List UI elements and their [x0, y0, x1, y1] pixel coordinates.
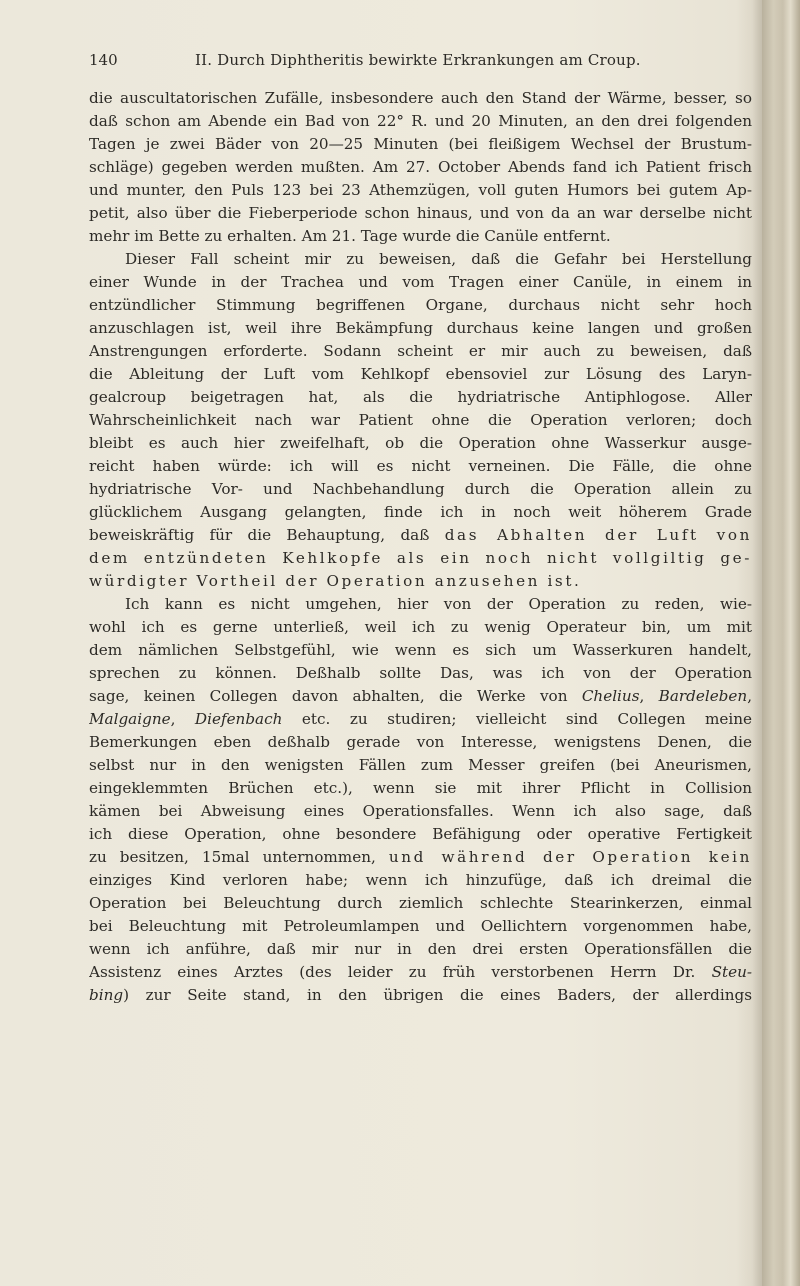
- text-run: gealcroup beigetragen hat, als die hydriatrische Antiphlogose. Aller: [89, 388, 752, 406]
- spaced-emphasis: dem entzündeten Kehlkopfe als ein noch nicht vollgiltig ge-: [89, 549, 752, 567]
- text-line: [89, 317, 752, 340]
- text-line: [89, 800, 752, 823]
- text-run: daß schon am Abende ein Bad von 22° R. und 20 Minuten, an den drei folgenden: [89, 112, 752, 130]
- body-text: [89, 87, 752, 1007]
- text-run: Bemerkungen eben deßhalb gerade von Interesse, wenigstens Denen, die: [89, 733, 752, 751]
- text-run: sage, keinen Collegen davon abhalten, die Werke von: [89, 687, 582, 705]
- text-run: Wahrscheinlichkeit nach war Patient ohne die Operation verloren; doch: [89, 411, 752, 429]
- text-run: schläge) gegeben werden mußten. Am 27. October Abends fand ich Patient frisch: [89, 158, 752, 176]
- text-run: ,: [747, 687, 752, 705]
- text-run: Anstrengungen erforderte. Sodann scheint er mir auch zu beweisen, daß: [89, 342, 752, 360]
- text-run: bleibt es auch hier zweifelhaft, ob die Operation ohne Wasserkur ausge-: [89, 434, 752, 452]
- text-run: hydriatrische Vor- und Nachbehandlung durch die Operation allein zu: [89, 480, 752, 498]
- text-run: ,: [639, 687, 659, 705]
- text-run: ) zur Seite stand, in den übrigen die eines Baders, der allerdings: [123, 986, 752, 1004]
- text-run: die Ableitung der Luft vom Kehlkopf ebensoviel zur Lösung des Laryn-: [89, 365, 752, 383]
- text-run: Dieser Fall scheint mir zu beweisen, daß die Gefahr bei Herstellung: [125, 250, 752, 268]
- text-line: [89, 455, 752, 478]
- text-line: [89, 133, 752, 156]
- text-run: wenn ich anführe, daß mir nur in den drei ersten Operationsfällen die: [89, 940, 752, 958]
- text-run: und munter, den Puls 123 bei 23 Athemzügen, voll guten Humors bei gutem Ap-: [89, 181, 752, 199]
- text-run: Operation bei Beleuchtung durch ziemlich schlechte Stearinkerzen, einmal: [89, 894, 752, 912]
- text-line: [89, 570, 752, 593]
- text-run: sprechen zu können. Deßhalb sollte Das, was ich von der Operation: [89, 664, 752, 682]
- text-run: eingeklemmten Brüchen etc.), wenn sie mit ihrer Pflicht in Collision: [89, 779, 752, 797]
- text-run: anzuschlagen ist, weil ihre Bekämpfung durchaus keine langen und großen: [89, 319, 752, 337]
- text-line: [89, 386, 752, 409]
- text-line: [89, 501, 752, 524]
- running-head: II. Durch Diphtheritis bewirkte Erkrankungen am Croup.: [195, 51, 641, 69]
- text-line: [89, 823, 752, 846]
- text-run: Ich kann es nicht umgehen, hier von der Operation zu reden, wie-: [125, 595, 752, 613]
- text-line: [89, 938, 752, 961]
- text-line: [89, 961, 752, 984]
- text-line: [89, 110, 752, 133]
- italic-name: Malgaigne: [89, 710, 171, 728]
- text-run: selbst nur in den wenigsten Fällen zum Messer greifen (bei Aneurismen,: [89, 756, 752, 774]
- text-run: etc. zu studiren; vielleicht sind Collegen meine: [282, 710, 752, 728]
- italic-name: Bardeleben: [658, 687, 748, 705]
- text-line: [89, 340, 752, 363]
- text-line: [89, 708, 752, 731]
- text-line: [89, 616, 752, 639]
- text-line: [89, 846, 752, 869]
- text-run: ich diese Operation, ohne besondere Befähigung oder operative Fertigkeit: [89, 825, 752, 843]
- text-run: glücklichem Ausgang gelangten, finde ich in noch weit höherem Grade: [89, 503, 752, 521]
- italic-name: Diefenbach: [194, 710, 283, 728]
- text-line: [89, 432, 752, 455]
- text-line: [89, 662, 752, 685]
- facing-page-edge: [762, 0, 800, 1286]
- text-line: [89, 984, 752, 1007]
- text-line: [89, 271, 752, 294]
- text-line: [89, 869, 752, 892]
- text-line: [89, 639, 752, 662]
- text-line: [89, 202, 752, 225]
- text-line: [89, 248, 752, 271]
- spaced-emphasis: das Abhalten der Luft von: [444, 526, 752, 544]
- text-line: [89, 547, 752, 570]
- text-line: [89, 225, 752, 248]
- text-line: [89, 754, 752, 777]
- text-run: wohl ich es gerne unterließ, weil ich zu wenig Operateur bin, um mit: [89, 618, 752, 636]
- text-run: reicht haben würde: ich will es nicht verneinen. Die Fälle, die ohne: [89, 457, 752, 475]
- text-run: dem nämlichen Selbstgefühl, wie wenn es sich um Wasserkuren handelt,: [89, 641, 752, 659]
- text-run: kämen bei Abweisung eines Operationsfalles. Wenn ich also sage, daß: [89, 802, 752, 820]
- text-line: [89, 915, 752, 938]
- text-run: entzündlicher Stimmung begriffenen Organe, durchaus nicht sehr hoch: [89, 296, 752, 314]
- text-run: einer Wunde in der Trachea und vom Tragen einer Canüle, in einem in: [89, 273, 752, 291]
- text-line: [89, 294, 752, 317]
- text-run: einziges Kind verloren habe; wenn ich hinzufüge, daß ich dreimal die: [89, 871, 752, 889]
- text-line: [89, 409, 752, 432]
- text-run: bei Beleuchtung mit Petroleumlampen und Oellichtern vorgenommen habe,: [89, 917, 752, 935]
- italic-name: Chelius: [581, 687, 640, 705]
- spaced-emphasis: und während der Operation kein: [388, 848, 752, 866]
- text-line: [89, 892, 752, 915]
- text-line: [89, 731, 752, 754]
- text-run: ,: [170, 710, 195, 728]
- text-run: die auscultatorischen Zufälle, insbesondere auch den Stand der Wärme, besser, so: [89, 89, 752, 107]
- text-line: [89, 593, 752, 616]
- text-line: [89, 156, 752, 179]
- text-run: Tagen je zwei Bäder von 20—25 Minuten (bei fleißigem Wechsel der Brustum-: [89, 135, 752, 153]
- italic-name: Steu-: [711, 963, 752, 981]
- text-run: beweiskräftig für die Behauptung, daß: [89, 526, 445, 544]
- text-line: [89, 685, 752, 708]
- text-run: zu besitzen, 15mal unternommen,: [89, 848, 389, 866]
- page-header: [89, 51, 749, 75]
- text-line: [89, 87, 752, 110]
- text-line: [89, 179, 752, 202]
- text-line: [89, 777, 752, 800]
- text-line: [89, 363, 752, 386]
- page-number: 140: [89, 51, 118, 69]
- italic-name: bing: [89, 986, 124, 1004]
- text-line: [89, 524, 752, 547]
- text-line: [89, 478, 752, 501]
- text-run: Assistenz eines Arztes (des leider zu früh verstorbenen Herrn Dr.: [89, 963, 712, 981]
- text-run: mehr im Bette zu erhalten. Am 21. Tage wurde die Canüle entfernt.: [89, 227, 611, 245]
- text-run: petit, also über die Fieberperiode schon hinaus, und von da an war derselbe nicht: [89, 204, 752, 222]
- spaced-emphasis: würdigter Vortheil der Operation anzusehen ist.: [89, 572, 582, 590]
